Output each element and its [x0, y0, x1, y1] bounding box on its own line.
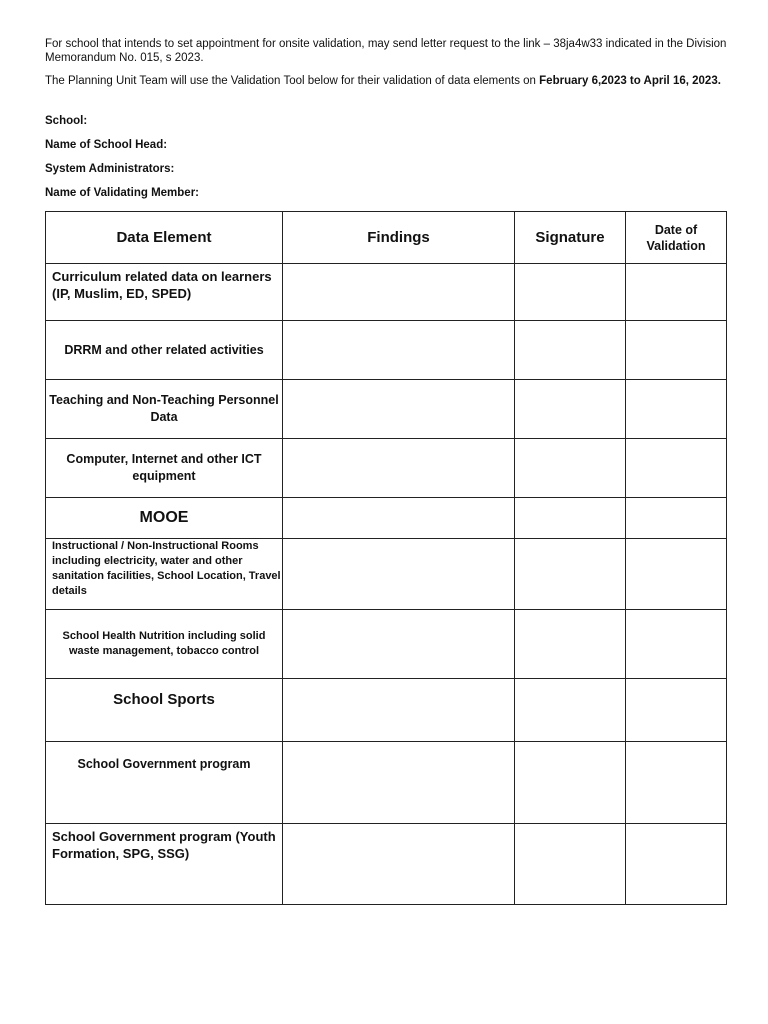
table-row	[46, 498, 727, 539]
signature-cell[interactable]	[515, 498, 626, 539]
findings-cell[interactable]	[283, 679, 515, 742]
header-data-element: Data Element	[46, 212, 283, 264]
table-row	[46, 439, 727, 498]
findings-cell[interactable]	[283, 380, 515, 439]
findings-cell[interactable]	[283, 321, 515, 380]
table-header-row	[46, 212, 727, 264]
validation-tool-table	[45, 211, 727, 905]
data-element-cell: Instructional / Non-Instructional Rooms including electricity, water and other sanitation facilities, School Location, Travel details	[46, 539, 283, 610]
date-cell[interactable]	[626, 321, 727, 380]
signature-cell[interactable]	[515, 679, 626, 742]
findings-cell[interactable]	[283, 610, 515, 679]
findings-cell[interactable]	[283, 742, 515, 824]
date-cell[interactable]	[626, 824, 727, 905]
findings-cell[interactable]	[283, 824, 515, 905]
table-row	[46, 610, 727, 679]
date-cell[interactable]	[626, 380, 727, 439]
data-element-cell: MOOE	[46, 498, 283, 539]
signature-cell[interactable]	[515, 321, 626, 380]
signature-cell[interactable]	[515, 742, 626, 824]
system-administrators-field-label: System Administrators:	[45, 163, 175, 175]
findings-cell[interactable]	[283, 439, 515, 498]
validating-member-field-label: Name of Validating Member:	[45, 187, 200, 199]
onsite-validation-instructions: For school that intends to set appointment for onsite validation, may send letter request to the link – 38ja4w33 indicated in the Division Memorandum No. 015, s 2023.	[45, 38, 727, 64]
table-row	[46, 264, 727, 321]
data-element-cell: School Government program	[46, 742, 283, 824]
data-element-cell: School Sports	[46, 679, 283, 742]
validation-period-statement	[45, 74, 735, 88]
signature-cell[interactable]	[515, 380, 626, 439]
data-element-cell: Curriculum related data on learners (IP, Muslim, ED, SPED)	[46, 264, 283, 321]
date-cell[interactable]	[626, 264, 727, 321]
header-date-of-validation: Date of Validation	[626, 212, 727, 264]
date-cell[interactable]	[626, 498, 727, 539]
date-cell[interactable]	[626, 439, 727, 498]
table-row	[46, 742, 727, 824]
data-element-cell: DRRM and other related activities	[46, 321, 283, 380]
header-findings: Findings	[283, 212, 515, 264]
validation-period-dates: February 6,2023 to April 16, 2023.	[539, 75, 721, 87]
data-element-cell: Computer, Internet and other ICT equipment	[46, 439, 283, 498]
data-element-cell: School Government program (Youth Formation, SPG, SSG)	[46, 824, 283, 905]
findings-cell[interactable]	[283, 498, 515, 539]
validation-period-text: The Planning Unit Team will use the Validation Tool below for their validation of data elements on	[45, 75, 540, 87]
table-row	[46, 539, 727, 610]
table-row	[46, 321, 727, 380]
table-row	[46, 380, 727, 439]
signature-cell[interactable]	[515, 264, 626, 321]
date-cell[interactable]	[626, 679, 727, 742]
date-cell[interactable]	[626, 539, 727, 610]
date-cell[interactable]	[626, 742, 727, 824]
data-element-cell: School Health Nutrition including solid waste management, tobacco control	[46, 610, 283, 679]
data-element-cell: Teaching and Non-Teaching Personnel Data	[46, 380, 283, 439]
header-signature: Signature	[515, 212, 626, 264]
signature-cell[interactable]	[515, 539, 626, 610]
school-head-field-label: Name of School Head:	[45, 139, 168, 151]
table-row	[46, 679, 727, 742]
date-cell[interactable]	[626, 610, 727, 679]
signature-cell[interactable]	[515, 439, 626, 498]
signature-cell[interactable]	[515, 610, 626, 679]
findings-cell[interactable]	[283, 539, 515, 610]
school-field-label: School:	[45, 115, 88, 127]
table-row	[46, 824, 727, 905]
signature-cell[interactable]	[515, 824, 626, 905]
findings-cell[interactable]	[283, 264, 515, 321]
